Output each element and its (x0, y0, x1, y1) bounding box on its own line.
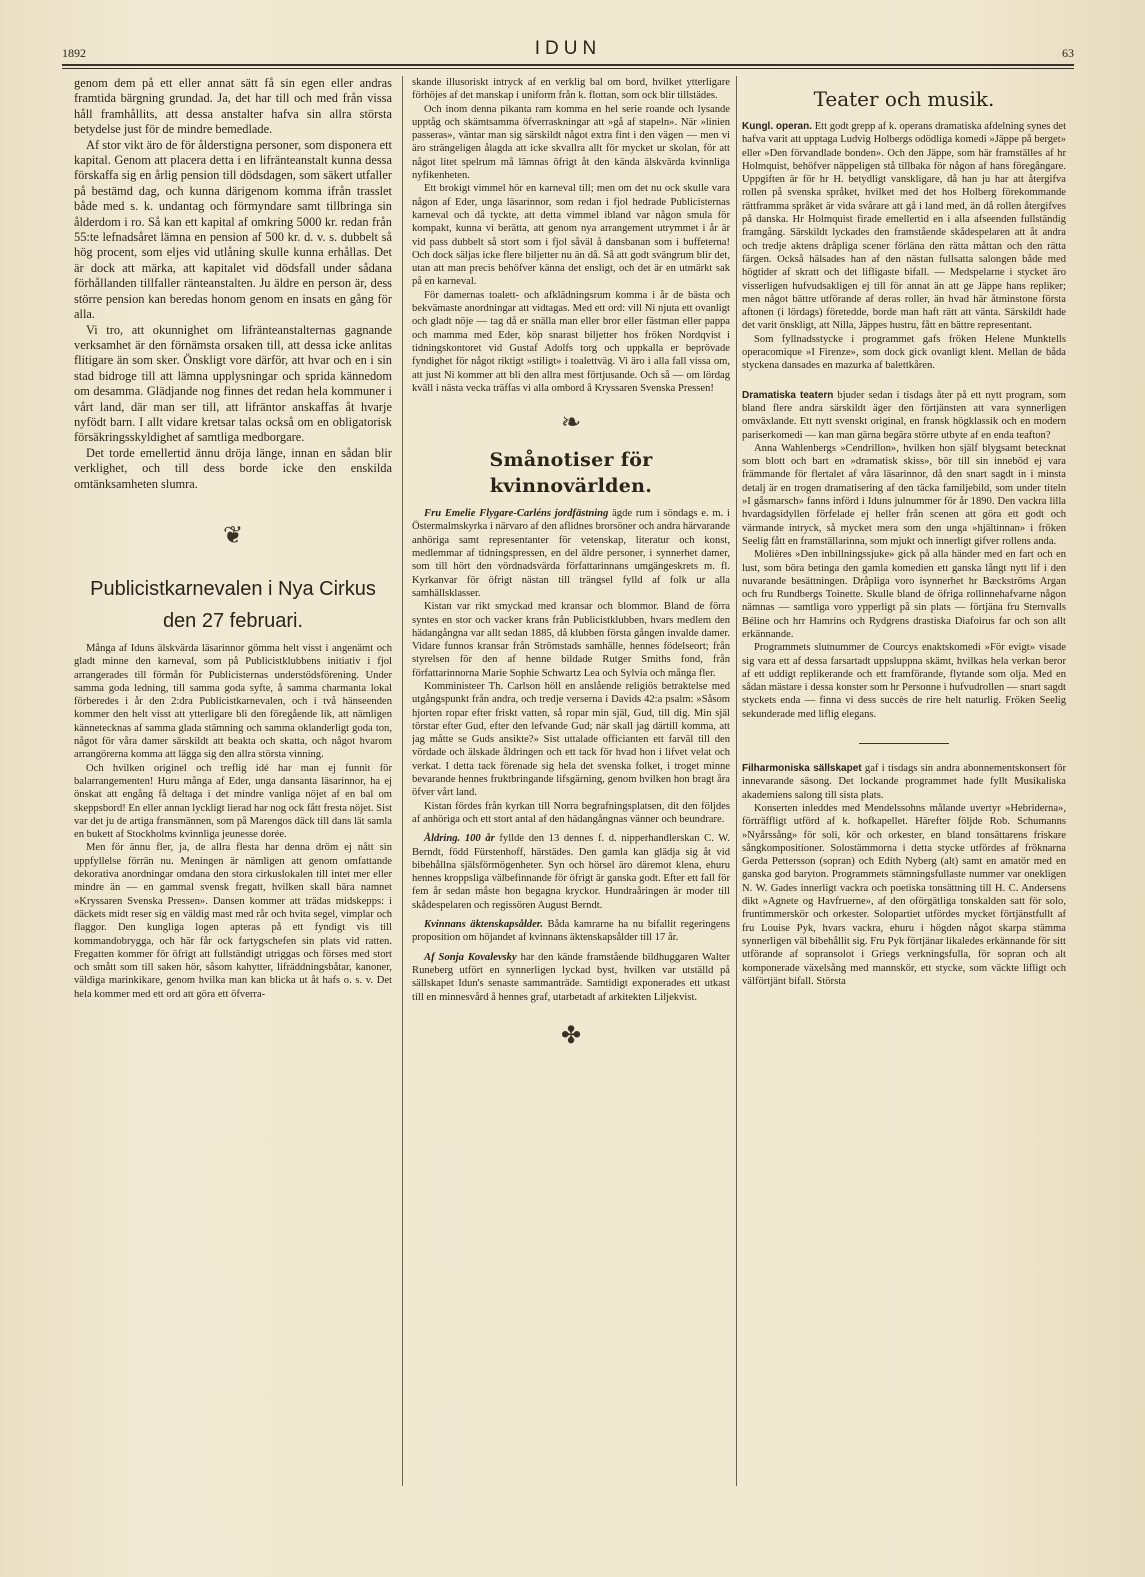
paragraph: Många af Iduns älskvärda läsarinnor gömma helt visst i angenämt och gladt minne den karneval, som på Publicistklubbens initiativ i fjol arrangerades till förmån för Publicisternas understödsförening. Under samma goda ledning, till samma goda syfte, å samma charmanta lokal förberedes i år den 2:dra Publicistkarnevalen, och i två hänseenden kommer den helt visst att ytterligare bli den föregående lik, att nämligen kännetecknas af samma glada stämning och samma oklanderligt goda ton, något för våra damer särskildt att beakta och skatta, och något hvarom arrangörerna komma att lägga sig den allra största vinning. (74, 642, 392, 761)
paragraph: För damernas toalett- och afklädningsrum komma i år de bästa och bekvämaste anordningar att vidtagas. Med ett ord: vill Ni njuta ett ovanligt och gladt nöje — tag då er snälla man eller bror eller fästman eller pappa och mamma med Eder, köp snarast biljetter hos fröken Nordqvist i tidningskontoret vid Gustaf Adolfs torg och uppkalla er beprövade fyndighet för något riktigt »stiligt» i toalettväg. Vi äro i alla fall vissa om, att just Ni kommer att bli den allra mest förtjusande. Och så — om lördag kväll i nästa vecka träffas vi alla ombord å Kryssaren Svenska Pressen! (412, 289, 730, 394)
paragraph: Af Sonja Kovalevsky har den kände framstående bildhuggaren Walter Runeberg utfört en synnerligen lyckad byst, hvilken var utställd på sällskapet Idun's senaste sammanträde. Samtidigt exponerades ett utkast till en minnesvård å hennes graf, utarbetadt af arkitekten Liljekvist. (412, 951, 730, 1003)
paragraph: genom dem på ett eller annat sätt få sin egen eller andras framtida bärgning grundad. Ja, det har till och med från vissa håll framhållits, att dessa anstalter hafva sin allra största betydelse just för de mindre bemedlade. (74, 76, 392, 137)
section-title-smanotiser: Smånotiser för kvinnovärlden. (489, 449, 653, 498)
paragraph: Ett brokigt vimmel hör en karneval till; men om det nu ock skulle vara någon af Eder, unga läsarinnor, som redan i fjol hedrade Publicisternas karneval och då tyckte, att detta vimmel ibland var någon smula för kompakt, kunna vi berätta, att genom nya arrangement utrymmet i år är vid pass dubbelt så stort som i fjol såväl å dansbanan som i buffeterna! Och dock säljas icke flere biljetter nu än då. Så att godt svängrum blir det, utan att man precis behöfver känna det ensligt, och det är en utmärkt sak på en karneval. (412, 183, 730, 288)
paragraph: Anna Wahlenbergs »Cendrillon», hvilken hon själf blygsamt betecknat som blott och bart en »dramatisk skiss», bör till sin inneböd ej vara främmande för flertalet af våra läsarinnor, då den snart sagdt in i minsta detalj är en trogen dramatisering af den täcka familjebild, som under titeln »I gåsmarsch» fanns införd i Iduns julnummer för år 1890. Den vackra lilla hvardagsidyllen förfelade ej heller från scenen att göra ett godt och värmande intryck, så mycket mera som den unga »hjältinnan» i fröken Seelig fått en framställarinna, som mjukt och innerligt gifver rollens anda. (742, 442, 1066, 547)
paragraph: skande illusoriskt intryck af en verklig bal om bord, hvilket ytterligare förhöjes af det manskap i uniform från k. flottan, som ock blir tillstädes. (412, 77, 730, 102)
masthead-title: IDUN (534, 38, 602, 59)
section-title-teater: Teater och musik. (813, 87, 995, 111)
paragraph: Molières »Den inbillningssjuke» gick på alla händer med en fart och en lust, som böra betinga den gamla komedien ett ganska långt nytt lif i den nuvarande besättningen. Dråpliga voro isynnerhet hr Bæckströms Argan och fru Rundbergs Toinette. Skulle bland de öfriga rollinnehafvarne någon nämnas — samtliga voro ypperligt på sin plats — förtjäna fru Sternvalls Béline och hrr Hamrins och Rydgrens drastiska Diafoirus far och son allt erkännande. (742, 549, 1066, 640)
header-rule (62, 64, 1074, 66)
paragraph: Dramatiska teatern bjuder sedan i tisdags åter på ett nytt program, som bland flere andra särskildt äger den förtjänsten att vara synnerligen omväxlande. Ett nytt svenskt original, en fransk högklassik och en modern pariserkomedi — kan man gärna begära större utbyte af en enda teafton? (742, 389, 1066, 441)
section-title-karneval: Publicistkarnevalen i Nya Cirkus (90, 577, 376, 600)
ornament-icon: ❦ (222, 520, 244, 549)
paragraph: Komministeer Th. Carlson höll en anslående religiös betraktelse med utgångspunkt från andra, och tredje verserna i Davids 42:a psalm: »Såsom hjorten ropar efter friskt vatten, så ropar min själ, Gud, till dig. Min själ törstar efter Gud, efter den lefvande Gud; när skall jag därtill komma, att jag måtte se Guds ansikte?» Sist uttalade officianten ett farväl till den vördade och älskade åldringen och ett tack för hvad hon i lifvet velat och verkat. I detta tack förenade sig hela det svenska folket, i troget minne bevarande hennes fruktbringande lifsgärning, genom hvilken hon bragt åra öfver vårt land. (412, 680, 730, 799)
paragraph: Åldring. 100 år fyllde den 13 dennes f. d. nipperhandlerskan C. W. Berndt, född Fürstenhoff, härstädes. Den gamla kan glädja sig åt vid bibehållna själsförmögenheter. Syn och hörsel äro däremot klena, ehuru hennes kroppsliga välbefinnande för öfrigt är ganska godt. Efter ett fall för fem år sedan måste hon begagna kryckor. Hundraåringen är moder till skådespelaren och regissören August Berndt. (412, 833, 730, 911)
paragraph: Af stor vikt äro de för ålderstigna personer, som disponera ett kapital. Genom att placera detta i en lifränteanstalt kunna dessa förskaffa sig en årlig pension till dödsdagen, som säkert utfaller på bestämd dag, och kunna därigenom komma ifrån trasslet både med s. k. undantag och förmyndare samt tillbringa sin ålderdom i ro. Så kan ett kapital af omkring 5000 kr. redan från 55:te lefnadsåret lämna en pension af 500 kr. d. v. s. dubbelt så hög procent, som eljes vid utlåning skulle kunna erhållas. Det är dock att märka, att kapitalet vid dödsfall under sådana förhållanden tillfaller ränteanstalten. Ju äldre en person är, dess större pension kan beredas honom genom en insats en gång för alla. (74, 137, 392, 322)
column-2 (412, 76, 730, 1546)
paragraph: Som fyllnadsstycke i programmet gafs fröken Helene Munktells operacomique »I Firenze», som dock gick ovanligt klent. Mellan de båda styckena dansades en mazurka af balettkåren. (742, 333, 1066, 372)
header-year: 1892 (62, 46, 86, 60)
paragraph: Vi tro, att okunnighet om lifränteanstalternas gagnande verksamhet är den förnämsta orsaken till, att dessa icke anlitas flitigare än som sker. Önskligt vore därför, att hvar och en i sin stad bidroge till att lämna upplysningar och sprida kännedom om desamma. Glädjande nog finnes det redan hela kommuner i vårt land, där man ser till, att lifräntor anskaffas åt hvarje nyfödt barn. I allt vidare kretsar talas också om en obligatorisk försäkringsskyldighet af samtliga medborgare. (74, 322, 392, 445)
column-divider-2 (736, 76, 737, 1486)
paragraph: Filharmoniska sällskapet gaf i tisdags sin andra abonnementskonsert för innevarande säsong. Det lockande programmet hade fyllt Musikaliska akademiens salong till sista plats. (742, 763, 1066, 801)
paragraph: Och hvilken originel och treflig idé har man ej funnit för balarrangementen! Huru många af Eder, unga dansanta läsarinnor, ha ej önskat att engång få deltaga i det mindre vanliga nöjet af en bal om skeppsbord! En eller annan lyckligt lierad har nog ock fått fresta nöjet. Sist var det ju de artiga fransmännen, som på Marengos däck till dans lät samla en bukett af Stockholms kvinnliga jeunesse dorée. (74, 762, 392, 841)
ornament-icon: ✤ (560, 1020, 582, 1049)
section-subtitle-date: den 27 februari. (162, 609, 304, 632)
header-rule-thin (62, 68, 1074, 69)
paragraph: Det torde emellertid ännu dröja länge, innan en sådan blir verklighet, och till dess borde icke den enskilda omtänksamheten slumra. (74, 445, 392, 491)
ornament-icon: ❧ (560, 408, 582, 437)
column-3 (742, 76, 1066, 1546)
paragraph: Kistan var rikt smyckad med kransar och blommor. Bland de förra syntes en stor och vacker krans från Publicistklubben, hvars medlem den hädangångna var allt sedan 1885, då klubben första gången invalde damer. Vidare funnos kransar från Strömstads samhälle, hennes födelseort; från styrelsen för den af henne bildade Rutger Smiths fond, från författarinnorna Marie Sophie Schwartz Lea och Sylvia och många fler. (412, 601, 730, 679)
paragraph: Kvinnans äktenskapsålder. Båda kamrarne ha nu bifallit regeringens proposition om höjandet af kvinnans äktenskapsålder till 17 år. (412, 919, 730, 944)
paragraph: Kungl. operan. Ett godt grepp af k. operans dramatiska afdelning synes det hafva varit att upptaga Ludvig Holbergs odödliga komedi »Jäppe på berget» eller »Den förvandlade bonden». Och den Jäppe, som här framställes af hr Holmquist, behöfver näppeligen stå tillbaka för någon af hans föregångare. Uppgiften är för hr H. betydligt vanskligare, då han ju har att återgifva rollen på svenska språket, hvilket med det hos Holberg förekommande rättframma språket är vida svårare att gå i land med, än då rollen återgifves på danska. Hr Holmquist firade emellertid en i alla afseenden fullständig framgång. Särskildt lyckades den framstående skådespelaren att åt andra och tredje aktens dråpliga scener förläna den rätta måttan och den rätta färgen. Också hälsades han af den nästan fullsatta salongen både med högtider af skratt och det lifligaste bifall. — Medspelarne i stycket äro visserligen hufvudsakligen ej till för annat än att ge Jäppe hans repliker; men något bättre utförande af deras roller, än hvad här åtminstone första aftonen (i lördags) företedde, borde man haft rätt att vänta. Särskildt hade det varit önskligt, att Nilla, Jäppes hustru, fått en bättre representant. (742, 121, 1066, 332)
paragraph: Fru Emelie Flygare-Carléns jordfästning ägde rum i söndags e. m. i Östermalmskyrka i närvaro af den aflidnes brorsöner och andra härvarande anhöriga samt representanter för vetenskap, literatur och konst, medlemmar af tidningspressen, en del äldre personer, i synnerhet damer, som till hört den vördnadsvärda författarinnans umgängeskrets m. fl. Kyrkanvar för öfrigt nästan till trängsel fylld af folk ur alla samhällsklasser. (412, 508, 730, 599)
paragraph: Kistan fördes från kyrkan till Norra begrafningsplatsen, dit den följdes af anhöriga och ett stort antal af den hädangångnas vänner och beundrare. (412, 800, 730, 825)
paragraph: Och inom denna pikanta ram komma en hel serie roande och lysande upptåg och skämtsamma öfverraskningar att »gå af stapeln». När »linien passeras», väntar man sig särskildt något extra fint i den vägen — men vi äro strängeligen ålagda att icke skvallra allt för mycket ur skolan, för att något litet spelrum må lämnas öfrigt åt den kända älskvärda kvinnliga nyfikenheten. (412, 103, 730, 182)
paragraph: Programmets slutnummer de Courcys enaktskomedi »För evigt» visade sig vara ett af dessa farsartadt uppsluppna skämt, hvilkas hela verkan beror af ett uddigt replikerande och ett framförande, flytande som olja. Med en sådan mästare i dessa konster som hr Personne i hufvudrollen — snart sagdt styckets enda — finna vi dess succès de rire helt naturlig. Fröken Seelig sekunderade med liflig elegans. (742, 642, 1066, 720)
column-divider-1 (402, 76, 403, 1486)
column-1 (74, 76, 392, 1546)
page-number: 63 (1062, 46, 1074, 60)
paragraph: Men för ännu fler, ja, de allra flesta har denna dröm ej nått sin uppfyllelse förrän nu. Meningen är nämligen att genom omfattande dekorativa anordningar omdana den stora cirkuslokalen till intet mer eller mindre än — en gammal svensk fregatt, hvilken skall bära namnet »Kryssaren Svenska Pressen». Dansen kommer att trädas midskepps: i däckets midt reser sig en väldig mast med rår och hvita segel, vimplar och flaggor. Den kungliga logen apteras på ett fyndigt vis till kommandobrygga, och här får ock fartygschefen sin plats vid ratten. Fregatten kommer för öfrigt att fullständigt utriggas och förses med stort och smått som till saken hör, såsom kahytter, lifräddningsbåtar, kanoner, väldiga marinkikare, genom hvilka man kan blicka ut åt hafs o. s. v. Det hela kommer med ett ord att göra ett öfverra- (74, 842, 392, 1000)
paragraph: Konserten inleddes med Mendelssohns målande uvertyr »Hebriderna», förträffligt utförd af k. hofkapellet. Härefter följde Rob. Schumanns »Nyårssång» för soli, kör och orkester, en bland tonsättarens friskare sångkompositioner. Solostämmorna i detta stycke utfördes af fröknarna Gerda Pettersson (sopran) och Edith Nyberg (alt) samt en amatör med en ganska god baryton. Programmets stämningsfullaste nummer var onekligen N. W. Gades innerligt vackra och poetiska tonsättning till H. C. Andersens dikt »Agnete og Havfruerne», af den oförgätliga tonskalden satt för solo, fruntimmerskör och orkester. Solopartiet utfördes mycket förtjänstfullt af fru Louise Pyk, hvars vackra, ehuru i högden något skarpa stämma synnerligen väl bibehållit sig. Fru Pyk förtjänar likaledes erkännande för sitt utförande af sopransolot i Griegs verkningsfulla, för sopran och alt komponerade växelsång med mannskör, ett stycke, som väckte lifligt och välförtjänt bifall. Största (742, 802, 1066, 987)
